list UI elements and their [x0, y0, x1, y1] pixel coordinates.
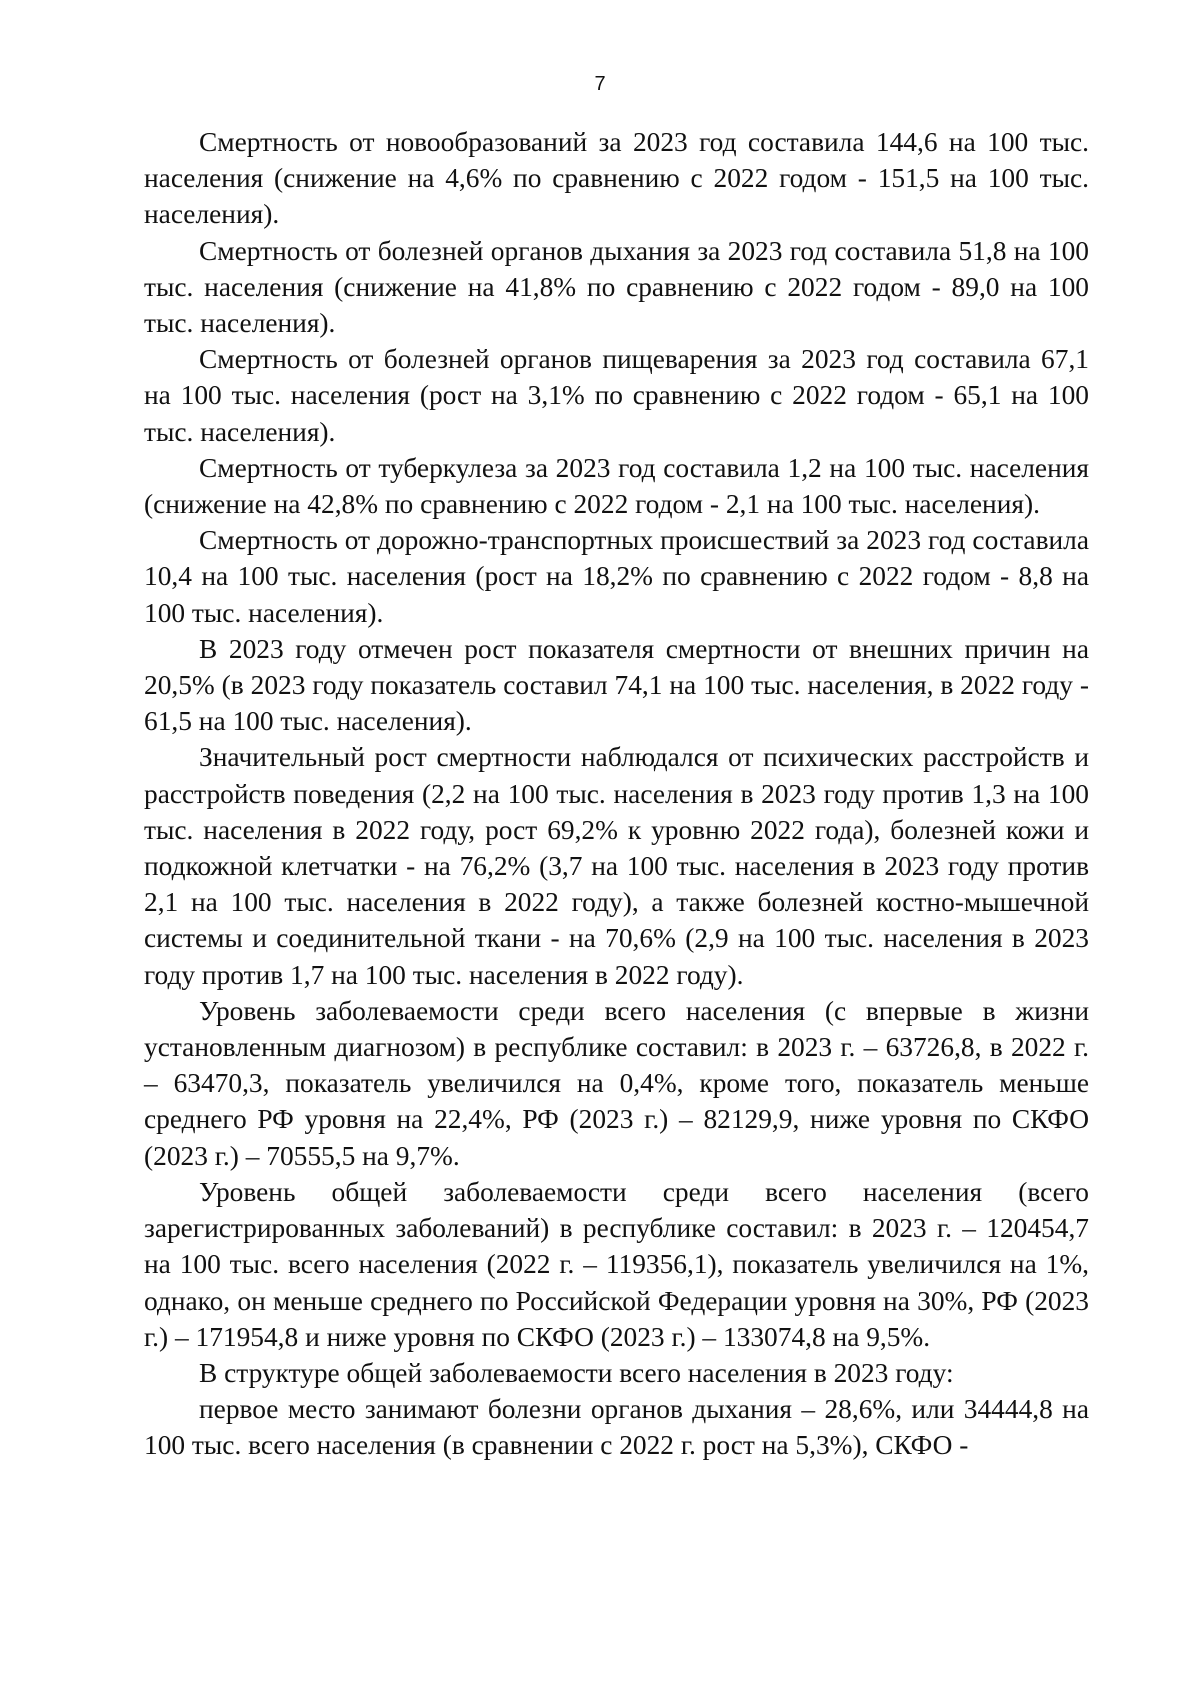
paragraph-external-causes-mortality: В 2023 году отмечен рост показателя смертности от внешних причин на 20,5% (в 2023 году показатель составил 74,1 на 100 тыс. населения, в 2022 году - 61,5 на 100 тыс. населения). [144, 633, 1089, 737]
paragraph-digestive-mortality: Смертность от болезней органов пищеварения за 2023 год составила 67,1 на 100 тыс. населения (рост на 3,1% по сравнению с 2022 годом - 65,1 на 100 тыс. населения). [144, 344, 1089, 447]
paragraph-primary-morbidity: Уровень заболеваемости среди всего населения (с впервые в жизни установленным диагнозом) в республике составил: в 2023 г. – 63726,8, в 2022 г. – 63470,3, показатель увеличился на 0,4%, кроме того, показатель меньше среднего РФ уровня на 22,4%, РФ (2023 г.) – 82129,9, ниже уровня по СКФО (2023 г.) – 70555,5 на 9,7%. [144, 995, 1089, 1171]
paragraph-tuberculosis-mortality: Смертность от туберкулеза за 2023 год составила 1,2 на 100 тыс. населения (снижение на 42,8% по сравнению с 2022 годом - 2,1 на 100 тыс. населения). [144, 452, 1089, 520]
paragraph-first-place-respiratory: первое место занимают болезни органов дыхания – 28,6%, или 34444,8 на 100 тыс. всего населения (в сравнении с 2022 г. рост на 5,3%), СКФО - [144, 1394, 1089, 1461]
paragraph-mortality-growth-details: Значительный рост смертности наблюдался от психических расстройств и расстройств поведения (2,2 на 100 тыс. населения в 2023 году против 1,3 на 100 тыс. населения в 2022 году, рост 69,2% к уровню 2022 года), болезней кожи и подкожной клетчатки - на 76,2% (3,7 на 100 тыс. населения в 2023 году против 2,1 на 100 тыс. населения в 2022 году), а также болезней костно-мышечной системы и соединительной ткани - на 70,6% (2,9 на 100 тыс. населения в 2023 году против 1,7 на 100 тыс. населения в 2022 году). [144, 742, 1089, 990]
paragraph-morbidity-structure-intro: В структуре общей заболеваемости всего населения в 2023 году: [199, 1357, 954, 1388]
paragraph-respiratory-mortality: Смертность от болезней органов дыхания за 2023 год составила 51,8 на 100 тыс. населения (снижение на 41,8% по сравнению с 2022 годом - 89,0 на 100 тыс. населения). [144, 235, 1089, 339]
page-number: 7 [594, 73, 606, 95]
body-text [144, 124, 1089, 1464]
paragraph-general-morbidity: Уровень общей заболеваемости среди всего населения (всего зарегистрированных заболеваний) в республике составил: в 2023 г. – 120454,7 на 100 тыс. всего населения (2022 г. – 119356,1), показатель увеличился на 1%, однако, он меньше среднего по Российской Федерации уровня на 30%, РФ (2023 г.) – 171954,8 и ниже уровня по СКФО (2023 г.) – 133074,8 на 9,5%. [144, 1176, 1089, 1352]
paragraph-neoplasm-mortality: Смертность от новообразований за 2023 год составила 144,6 на 100 тыс. населения (снижение на 4,6% по сравнению с 2022 годом - 151,5 на 100 тыс. населения). [144, 127, 1089, 230]
paragraph-traffic-accident-mortality: Смертность от дорожно-транспортных происшествий за 2023 год составила 10,4 на 100 тыс. населения (рост на 18,2% по сравнению с 2022 годом - 8,8 на 100 тыс. населения). [144, 525, 1089, 628]
